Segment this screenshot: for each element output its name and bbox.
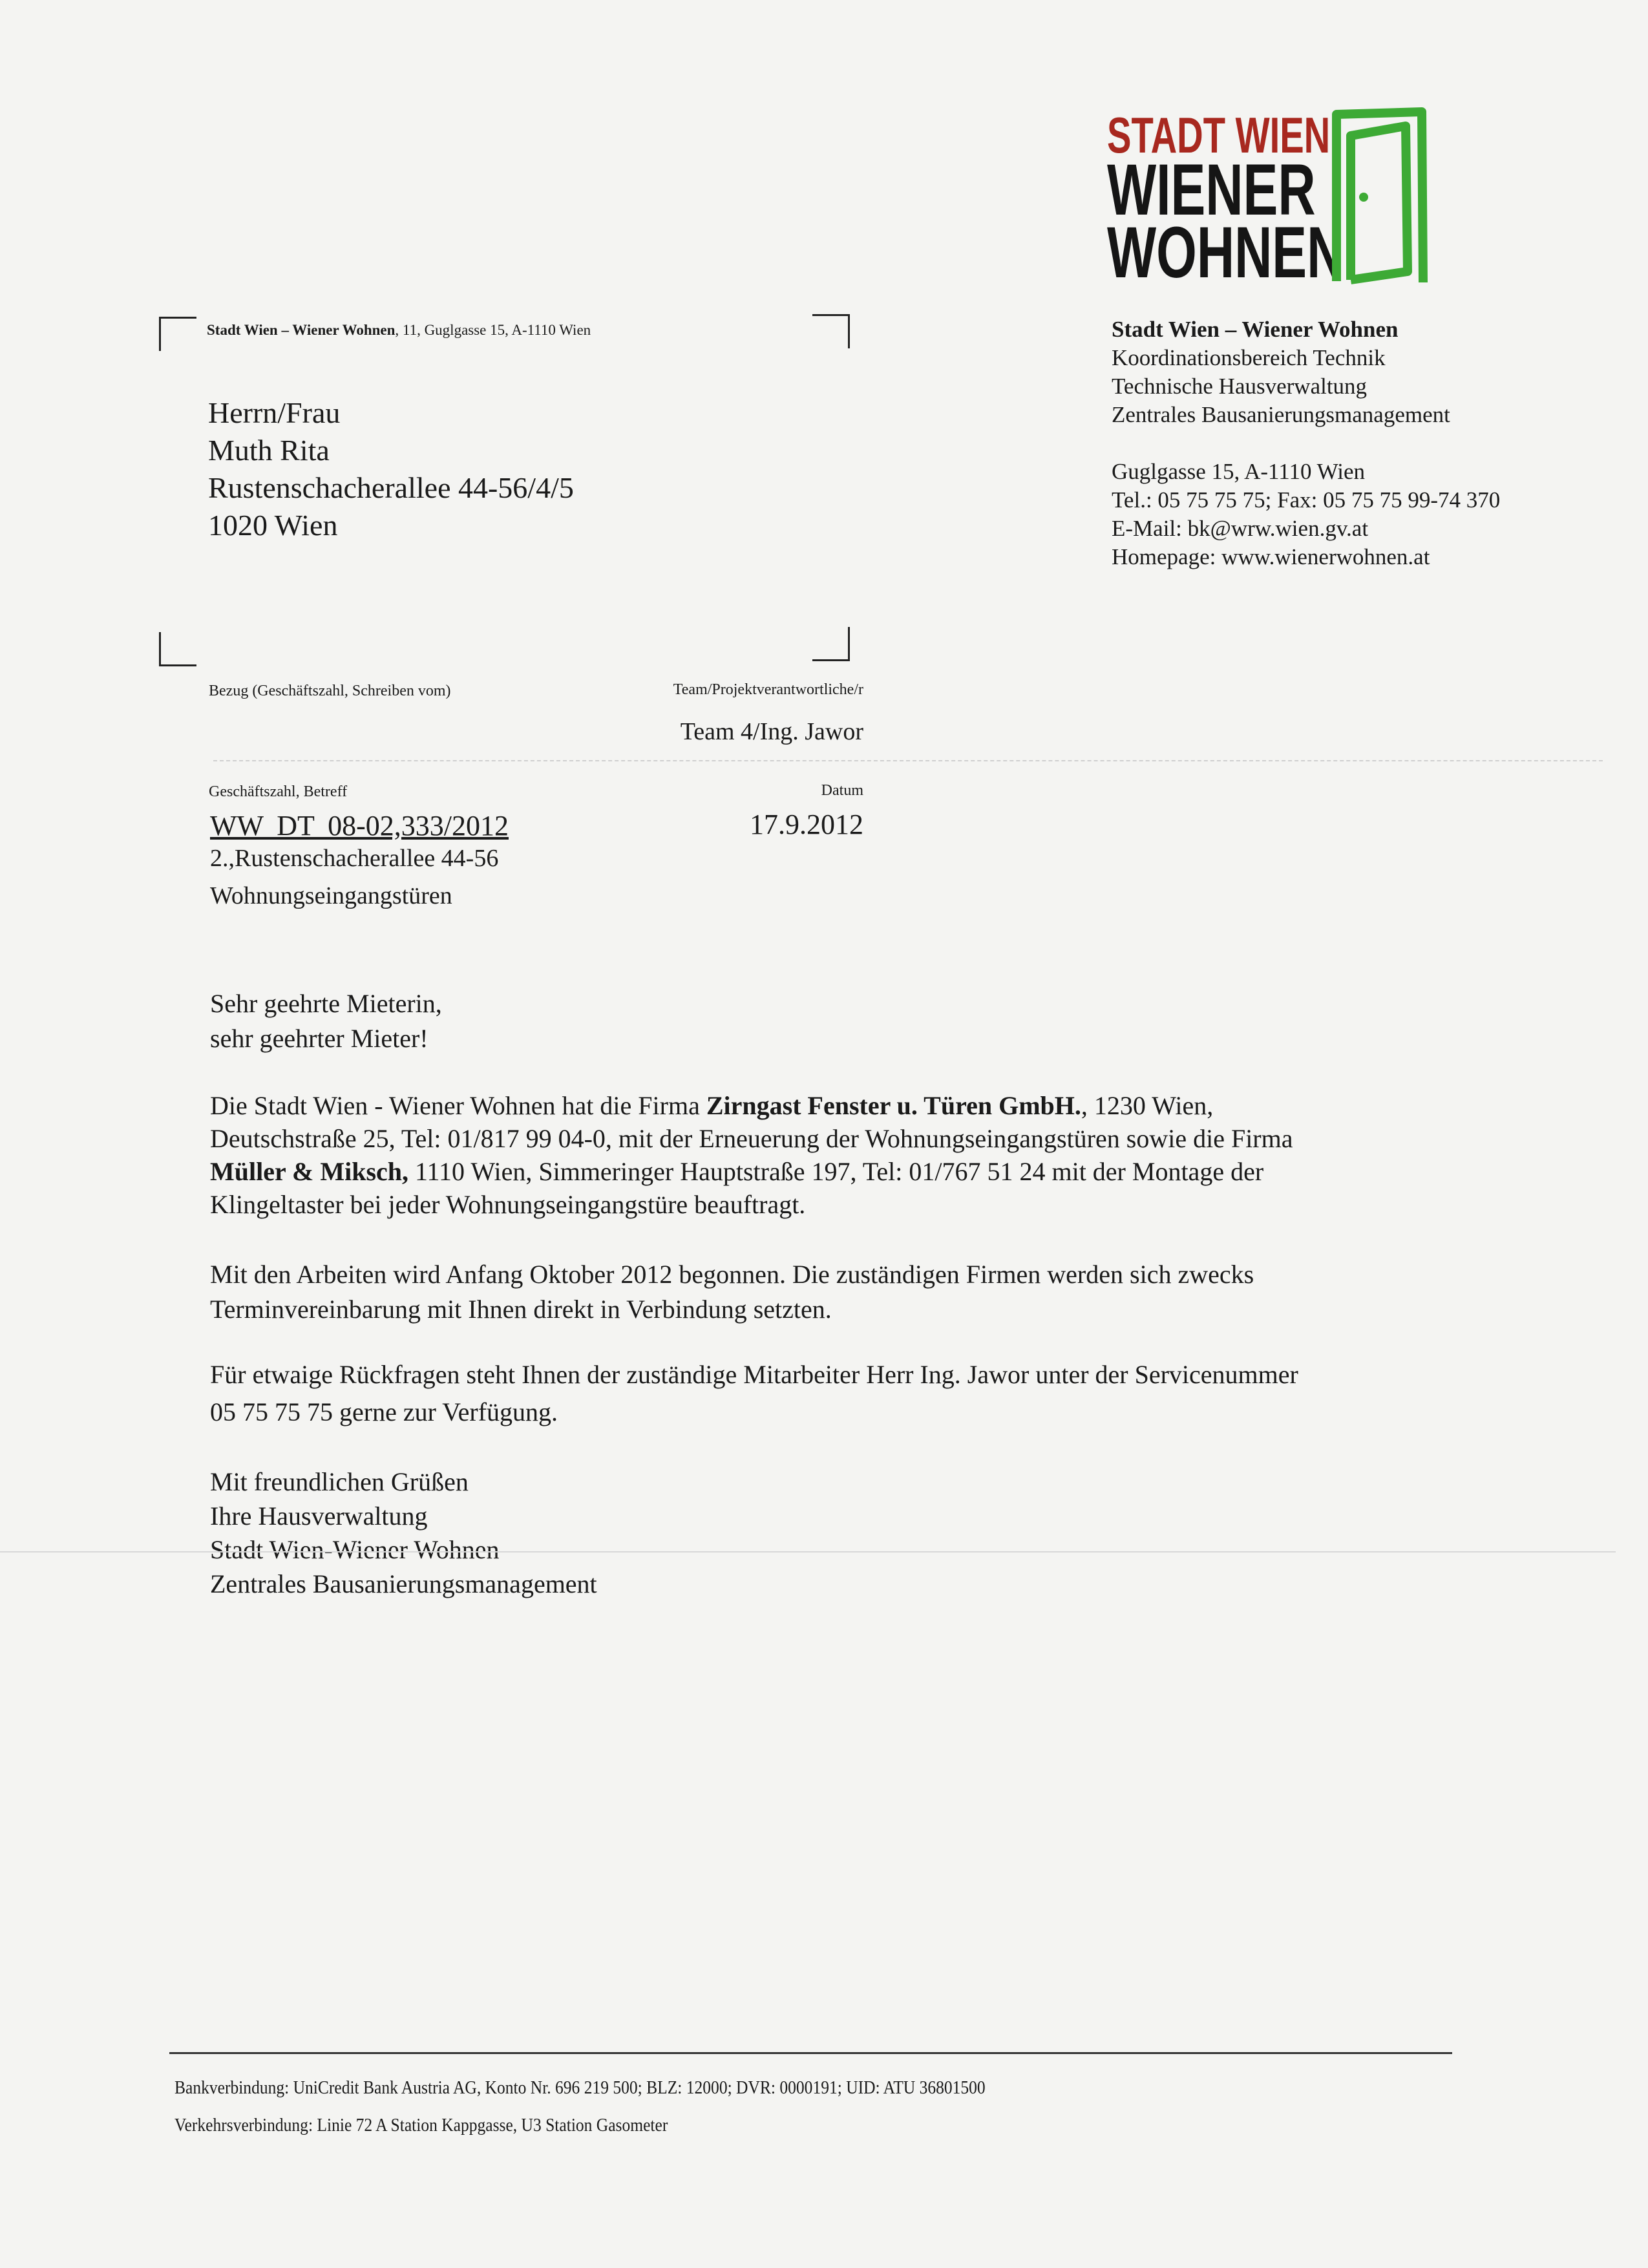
paragraph-2	[210, 1257, 1254, 1327]
footer-bank: Bankverbindung: UniCredit Bank Austria AG, Konto Nr. 696 219 500; BLZ: 12000; DVR: 0000191; UID: ATU 36801500	[174, 2077, 986, 2098]
closing-line: Ihre Hausverwaltung	[210, 1501, 428, 1531]
window-corner-mark	[812, 627, 850, 661]
text: Mit den Arbeiten wird Anfang Oktober 2012 begonnen. Die zuständigen Firmen werden sich zwecks	[210, 1260, 1254, 1289]
subject-line: 2.,Rustenschacherallee 44-56	[210, 845, 499, 872]
text: Für etwaige Rückfragen steht Ihnen der zuständige Mitarbeiter Herr Ing. Jawor unter der Servicenummer	[210, 1360, 1298, 1389]
sender-address: Guglgasse 15, A-1110 Wien	[1112, 459, 1365, 484]
window-corner-mark	[159, 632, 196, 666]
sender-dept: Koordinationsbereich Technik	[1112, 345, 1386, 370]
team-value: Team 4/Ing. Jawor	[680, 718, 863, 745]
bezug-label: Bezug (Geschäftszahl, Schreiben vom)	[209, 683, 451, 699]
recipient-address	[208, 394, 574, 544]
text: Die Stadt Wien - Wiener Wohnen hat die Firma	[210, 1091, 706, 1120]
footer-transport: Verkehrsverbindung: Linie 72 A Station Kappgasse, U3 Station Gasometer	[174, 2115, 668, 2136]
closing	[210, 1465, 597, 1601]
recipient-line: Rustenschacherallee 44-56/4/5	[208, 471, 574, 504]
scan-line	[0, 1551, 1616, 1553]
recipient-line: 1020 Wien	[208, 509, 338, 542]
paragraph-3	[210, 1356, 1298, 1431]
company-name: Zirngast Fenster u. Türen GmbH.	[706, 1091, 1081, 1120]
salutation-line: sehr geehrter Mieter!	[210, 1024, 428, 1053]
return-address-org: Stadt Wien – Wiener Wohnen	[207, 322, 396, 338]
paragraph-1	[210, 1089, 1293, 1221]
text: , 1230 Wien,	[1081, 1091, 1214, 1120]
text: Klingeltaster bei jeder Wohnungseingangstüre beauftragt.	[210, 1190, 806, 1219]
door-icon	[1331, 107, 1428, 288]
closing-line: Stadt Wien-Wiener Wohnen	[210, 1535, 500, 1564]
return-address	[207, 322, 591, 339]
logo-line-wiener: WIENER	[1107, 149, 1316, 230]
salutation	[210, 986, 442, 1056]
window-corner-mark	[812, 314, 850, 348]
company-name: Müller & Miksch,	[210, 1157, 409, 1186]
gz-value: WW DT 08-02,333/2012	[210, 810, 509, 842]
closing-line: Mit freundlichen Grüßen	[210, 1467, 469, 1496]
gz-label: Geschäftszahl, Betreff	[209, 783, 348, 800]
logo-line-wohnen: WOHNEN	[1107, 212, 1345, 293]
recipient-line: Muth Rita	[208, 434, 330, 467]
sender-org: Stadt Wien – Wiener Wohnen	[1112, 317, 1399, 342]
date-label: Datum	[821, 782, 863, 799]
team-label: Team/Projektverantwortliche/r	[673, 681, 863, 698]
sender-dept: Zentrales Bausanierungsmanagement	[1112, 402, 1450, 427]
logo-line-stadt-wien: STADT WIEN	[1107, 107, 1331, 164]
return-address-rest: , 11, Guglgasse 15, A-1110 Wien	[395, 322, 591, 338]
text: Deutschstraße 25, Tel: 01/817 99 04-0, mit der Erneuerung der Wohnungseingangstüren sowie die Firma	[210, 1124, 1293, 1153]
salutation-line: Sehr geehrte Mieterin,	[210, 989, 442, 1018]
sender-dept: Technische Hausverwaltung	[1112, 374, 1368, 399]
recipient-line: Herrn/Frau	[208, 396, 341, 429]
text: Terminvereinbarung mit Ihnen direkt in Verbindung setzten.	[210, 1295, 832, 1324]
divider	[213, 760, 1603, 761]
subject-line: Wohnungseingangstüren	[210, 882, 452, 909]
date-value: 17.9.2012	[750, 809, 863, 840]
sender-homepage: Homepage: www.wienerwohnen.at	[1112, 544, 1430, 569]
text: 05 75 75 75 gerne zur Verfügung.	[210, 1397, 558, 1426]
closing-line: Zentrales Bausanierungsmanagement	[210, 1569, 597, 1598]
sender-block	[1112, 315, 1500, 571]
window-corner-mark	[159, 317, 196, 351]
sender-phone: Tel.: 05 75 75 75; Fax: 05 75 75 99-74 370	[1112, 487, 1501, 513]
text: 1110 Wien, Simmeringer Hauptstraße 197, Tel: 01/767 51 24 mit der Montage der	[408, 1157, 1264, 1186]
sender-email: E-Mail: bk@wrw.wien.gv.at	[1112, 516, 1369, 541]
footer-rule	[169, 2052, 1452, 2054]
